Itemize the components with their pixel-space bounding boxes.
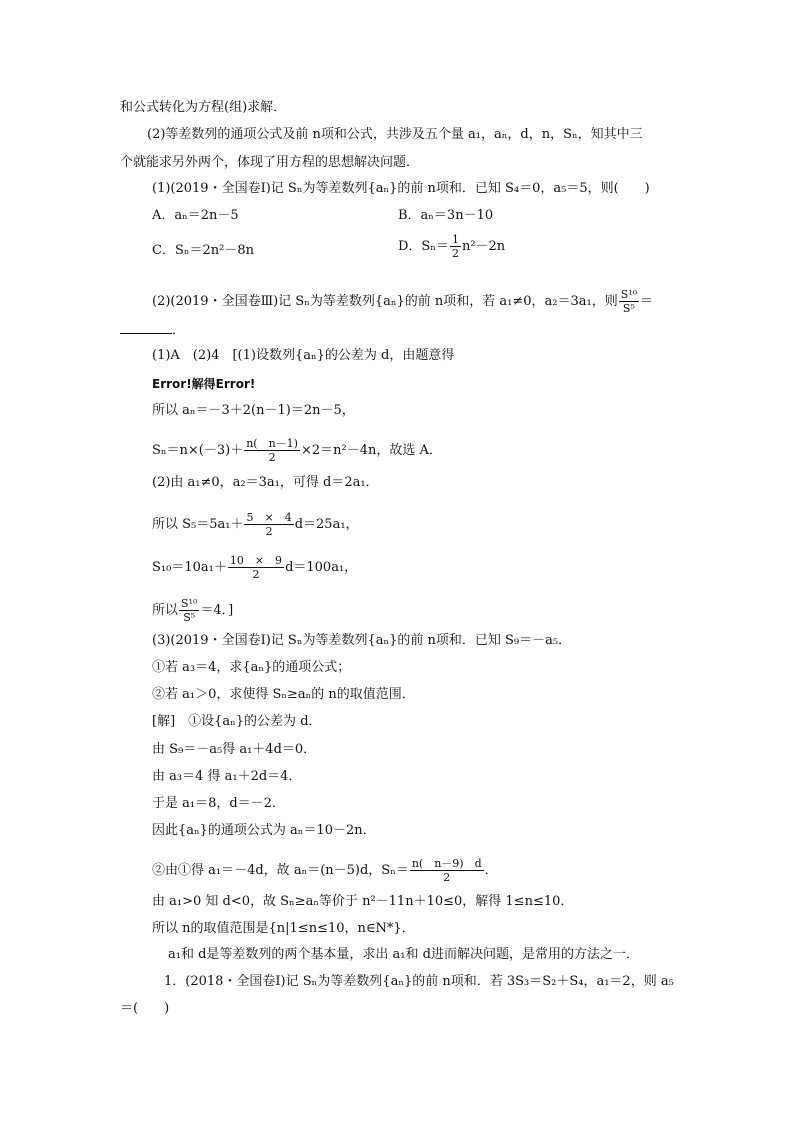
fraction: $\frac{\text{S¹⁰}}{\text{S⁵}}$ [620,288,638,315]
text-line: 和公式转化为方程(组)求解． [120,100,287,115]
formula-line: 所以 S₅＝5a₁＋ $\frac{5 \times 4}{2}$ d＝25a₁， [152,511,359,538]
answer-blank [120,321,172,334]
text-line: (2)等差数列的通项公式及前 n项和公式，共涉及五个量 a₁，aₙ，d，n，Sₙ，知其中三 [147,127,643,142]
text-line: 由 a₁>0 知 d<0，故 Sₙ≥aₙ等价于 n²－11n＋10≤0，解得 1≤n≤10． [152,894,574,909]
options-row-cd [152,233,672,260]
text-line: 于是 a₁＝8，d＝－2． [152,796,285,811]
fraction: $\frac{n( n-1)}{2}$ [246,437,298,464]
solution-header: (1)A (2)4 [(1)设数列{aₙ}的公差为 d，由题意得 [152,348,455,363]
option-a: A．aₙ＝2n－5 [152,208,239,223]
text-line: [解] ①设{aₙ}的公差为 d． [152,714,322,729]
text-line: 所以 aₙ＝－3＋2(n－1)＝2n－5， [152,403,355,418]
fraction: $\frac{\text{S¹⁰}}{\text{S⁵}}$ [181,597,198,624]
text-line: 因此{aₙ}的通项公式为 aₙ＝10－2n． [152,823,376,838]
error-line: Error!解得Error! [152,377,256,391]
example-2-question: (2)(2019・全国卷Ⅲ)记 Sₙ为等差数列{aₙ}的前 n项和，若 a₁≠0，a₂＝3a₁，则 $\frac{\text{S¹⁰}}{\text{S⁵}}$ ＝ [152,288,654,315]
text-line: (2)由 a₁≠0，a₂＝3a₁，可得 d＝2a₁． [152,475,379,490]
example-1-question: (1)(2019・全国卷Ⅰ)记 Sₙ为等差数列{aₙ}的前 n项和．已知 S₄＝0，a₅＝5，则( ) [152,181,650,196]
text-line: ①若 a₃＝4，求{aₙ}的通项公式； [152,660,351,675]
option-d: D．Sₙ＝ $\frac{1}{2}$ n²－2n [398,233,506,260]
answer-blank-line: ． [120,321,185,339]
method-summary: a₁和 d是等差数列的两个基本量，求出 a₁和 d进而解决问题，是常用的方法之一． [168,947,639,962]
text-line: 由 S₉＝－a₅得 a₁＋4d＝0． [152,742,317,757]
fraction: $\frac{5 \times 4}{2}$ [246,511,292,538]
fraction: $\frac{n( n-9) d}{2}$ [411,857,482,884]
formula-line: S₁₀＝10a₁＋ $\frac{10 \times 9}{2}$ d＝100a₁， [152,554,358,581]
option-c: C．Sₙ＝2n²－8n [152,243,254,258]
options-row-ab [152,207,672,225]
exercise-1-question: 1．(2018・全国卷Ⅰ)记 Sₙ为等差数列{aₙ}的前 n项和．若 3S₃＝S₂＋S₄，a₁＝2，则 a₅ [164,974,674,989]
fraction: $\frac{10 \times 9}{2}$ [229,554,283,581]
option-b: B．aₙ＝3n－10 [398,208,494,223]
exercise-1-answer-paren: ＝( ) [120,1001,170,1016]
text-line: 由 a₃＝4 得 a₁＋2d＝4． [152,769,302,784]
fraction: $\frac{1}{2}$ [451,233,459,260]
text-line: 所以 n的取值范围是{n|1≤n≤10，n∈N*}． [152,921,415,936]
example-3-question: (3)(2019・全国卷Ⅰ)记 Sₙ为等差数列{aₙ}的前 n项和．已知 S₉＝－a₅． [152,633,572,648]
text-line: ②若 a₁＞0，求使得 Sₙ≥aₙ的 n的取值范围． [152,687,415,702]
formula-line: Sₙ＝n×(－3)＋ $\frac{n( n-1)}{2}$ ×2＝n²－4n，故选 A． [152,437,442,464]
formula-line: ②由①得 a₁＝－4d，故 aₙ＝(n－5)d，Sₙ＝ $\frac{n( n-9) d}{2}$ ． [152,857,498,884]
formula-line: 所以 $\frac{\text{S¹⁰}}{\text{S⁵}}$ ＝4．] [152,597,234,624]
text-line: 个就能求另外两个，体现了用方程的思想解决问题． [120,155,420,170]
